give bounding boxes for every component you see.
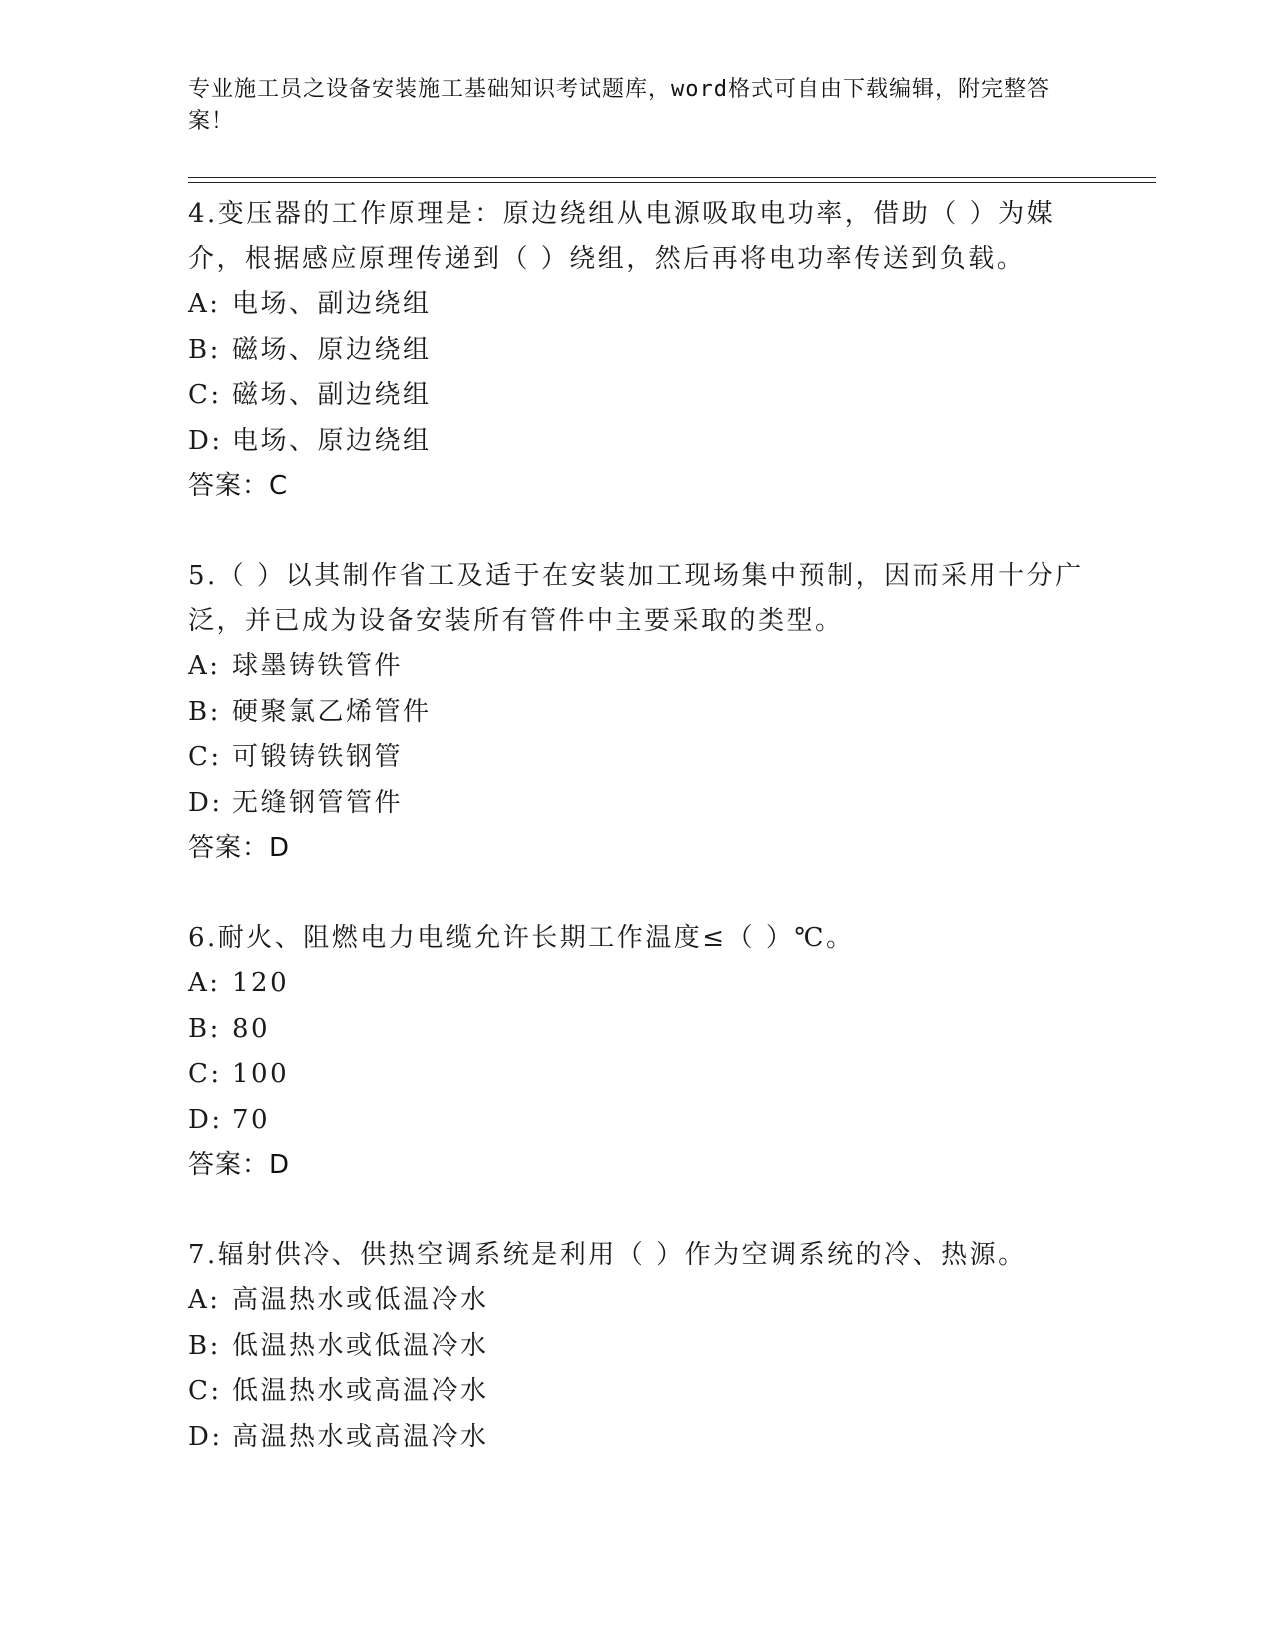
option-text: 电场、副边绕组: [232, 289, 432, 319]
option-letter: D:: [188, 1421, 223, 1452]
option-letter: C:: [188, 1059, 222, 1089]
option-c: [188, 735, 1088, 781]
option-c: [188, 1369, 1088, 1415]
question-stem: 7.辐射供冷、供热空调系统是利用（ ）作为空调系统的冷、热源。: [188, 1240, 1027, 1270]
option-a: [188, 1278, 1088, 1324]
header-divider-top: [188, 177, 1156, 178]
option-text: 球墨铸铁管件: [232, 651, 404, 681]
option-text: 低温热水或高温冷水: [232, 1376, 489, 1406]
question-item: [188, 554, 1088, 871]
option-text: 磁场、副边绕组: [232, 380, 432, 410]
option-text: 硬聚氯乙烯管件: [232, 696, 432, 727]
option-d: [188, 781, 1088, 827]
option-text: 高温热水或低温冷水: [232, 1285, 489, 1315]
option-letter: B:: [188, 1330, 221, 1361]
option-letter: A:: [188, 1285, 221, 1315]
option-text: 可锻铸铁钢管: [232, 742, 404, 772]
header-divider-bottom: [188, 182, 1156, 183]
option-a: [188, 282, 1088, 328]
option-text: 100: [232, 1059, 290, 1089]
document-header-title: 专业施工员之设备安装施工基础知识考试题库，word格式可自由下载编辑，附完整答案！: [188, 77, 1050, 134]
option-text: 无缝钢管管件: [232, 787, 404, 818]
option-d: [188, 1415, 1088, 1461]
option-text: 70: [232, 1104, 271, 1135]
option-text: 120: [232, 968, 290, 998]
question-list: [188, 192, 1088, 1505]
option-b: [188, 690, 1088, 736]
option-letter: A:: [188, 651, 221, 681]
question-item: [188, 916, 1088, 1188]
option-letter: D:: [188, 787, 223, 818]
answer-line: 答案：C: [188, 471, 289, 501]
option-b: [188, 1007, 1088, 1053]
option-text: 80: [232, 1013, 271, 1044]
option-c: [188, 1052, 1088, 1098]
option-a: [188, 961, 1088, 1007]
question-stem: 6.耐火、阻燃电力电缆允许长期工作温度≤（ ）℃。: [188, 923, 855, 953]
option-letter: C:: [188, 1376, 222, 1406]
option-text: 电场、原边绕组: [232, 425, 432, 456]
option-letter: A:: [188, 968, 221, 998]
option-b: [188, 1324, 1088, 1370]
option-d: [188, 1098, 1088, 1144]
option-text: 磁场、原边绕组: [232, 334, 432, 365]
option-text: 低温热水或低温冷水: [232, 1330, 489, 1361]
option-b: [188, 328, 1088, 374]
option-letter: A:: [188, 289, 221, 319]
option-d: [188, 419, 1088, 465]
option-letter: B:: [188, 696, 221, 727]
option-text: 高温热水或高温冷水: [232, 1421, 489, 1452]
question-stem: 4.变压器的工作原理是：原边绕组从电源吸取电功率，借助（ ）为媒介，根据感应原理传递到（ ）绕组，然后再将电功率传送到负载。: [188, 199, 1056, 274]
answer-line: 答案：D: [188, 833, 291, 863]
answer-line: 答案：D: [188, 1150, 291, 1180]
option-letter: B:: [188, 334, 221, 365]
option-c: [188, 373, 1088, 419]
question-stem: 5.（ ）以其制作省工及适于在安装加工现场集中预制，因而采用十分广泛，并已成为设备安装所有管件中主要采取的类型。: [188, 561, 1084, 636]
question-item: [188, 1233, 1088, 1460]
option-letter: D:: [188, 1104, 223, 1135]
question-item: [188, 192, 1088, 509]
option-letter: C:: [188, 380, 222, 410]
option-letter: B:: [188, 1013, 221, 1044]
option-letter: C:: [188, 742, 222, 772]
option-a: [188, 644, 1088, 690]
option-letter: D:: [188, 425, 223, 456]
